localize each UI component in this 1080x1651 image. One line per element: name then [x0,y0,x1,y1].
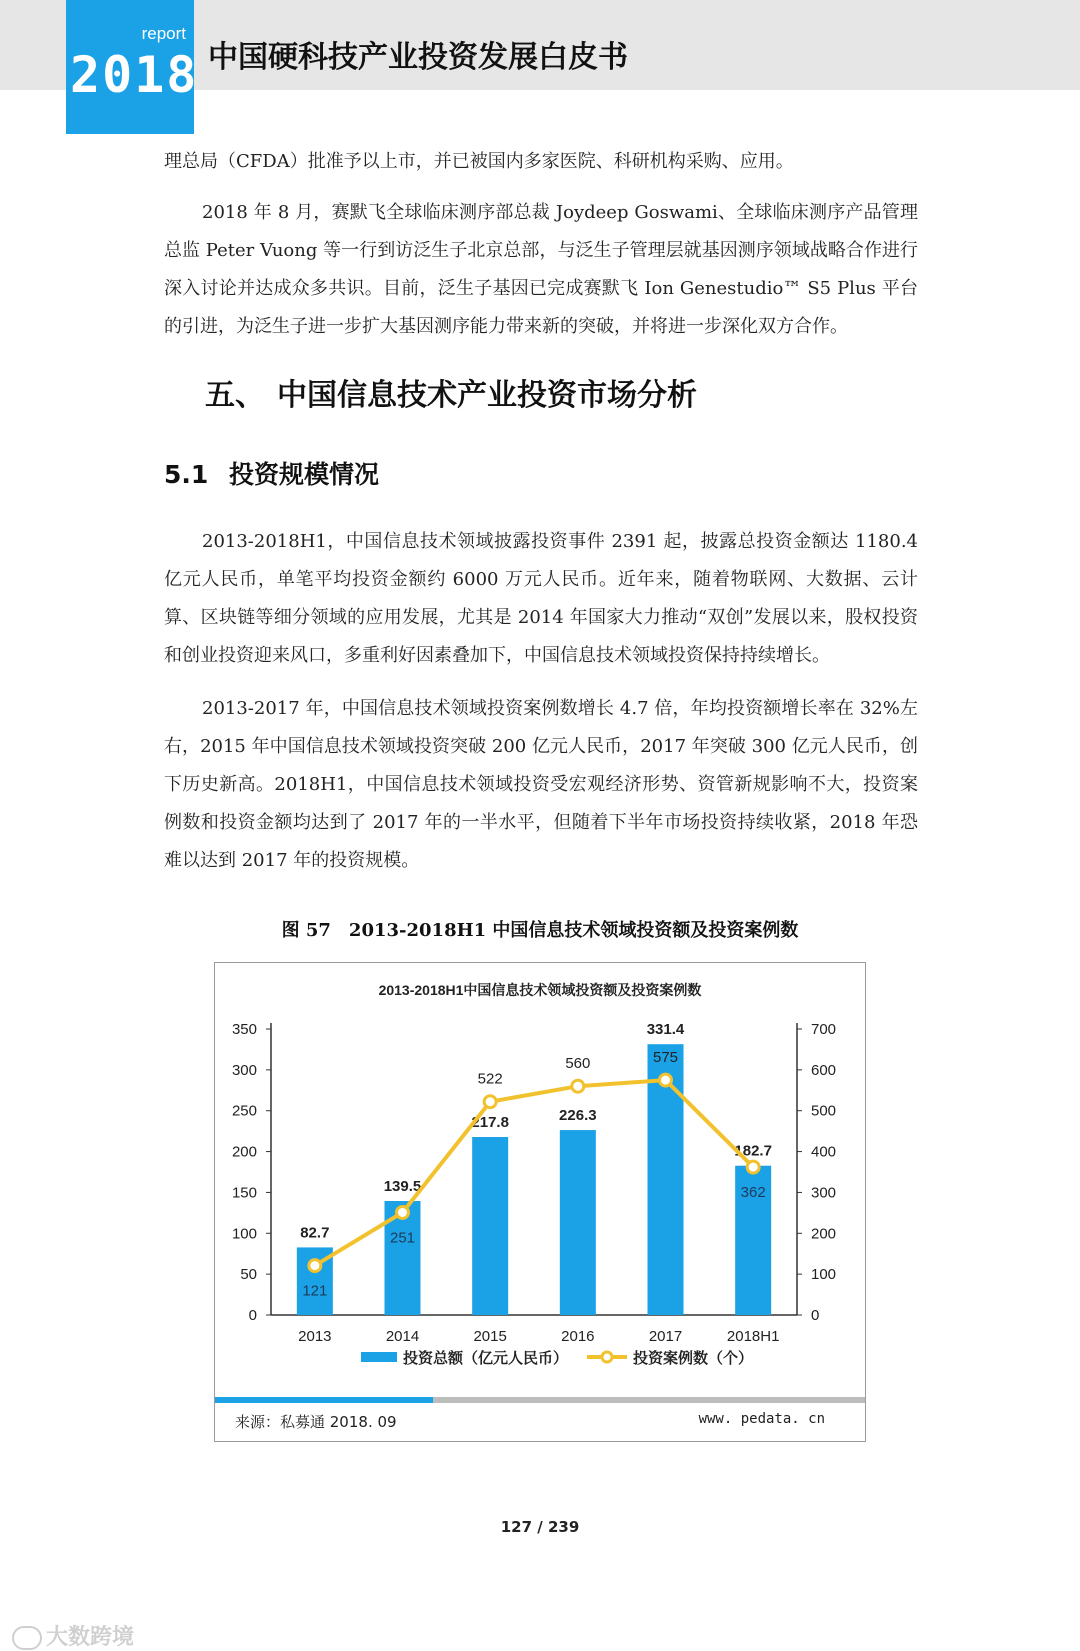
bar [472,1137,508,1315]
x-tick-label: 2018H1 [726,1328,780,1345]
line-point [747,1161,759,1173]
x-tick-label: 2017 [648,1328,683,1345]
page-number: 127 / 239 [500,1518,580,1536]
y-left-tick-label: 0 [248,1307,257,1324]
chart-container [214,962,866,1442]
chart-title: 2013-2018H1中国信息技术领域投资额及投资案例数 [378,982,702,998]
line-point [660,1074,672,1086]
paragraph-continued: 理总局（CFDA）批准予以上市，并已被国内多家医院、科研机构采购、应用。 [164,151,794,172]
logo-report-text: report [141,24,186,43]
bar [560,1130,596,1315]
y-right-tick-label: 300 [811,1184,837,1202]
bar-value-label: 82.7 [300,1224,330,1242]
subsection-heading [164,455,379,491]
y-right-tick-label: 400 [811,1143,837,1161]
chart-source-row [215,1401,865,1441]
subsection-number: 5.1 [164,460,209,489]
y-right-tick-label: 0 [811,1307,820,1324]
watermark [12,1620,134,1651]
x-tick-label: 2015 [473,1328,507,1345]
section-heading [205,370,697,414]
line-value-label: 522 [477,1070,503,1088]
line-value-label: 121 [302,1282,328,1300]
bar-value-label: 139.5 [383,1178,422,1196]
y-left-tick-label: 200 [231,1143,257,1161]
watermark-text: 大数跨境 [46,1625,135,1650]
bar-value-label: 217.8 [471,1114,509,1132]
legend-line-marker [602,1352,612,1362]
y-right-tick-label: 600 [811,1061,837,1079]
y-left-tick-label: 350 [231,1021,257,1038]
y-left-tick-label: 100 [231,1225,257,1243]
y-right-tick-label: 500 [811,1102,837,1120]
paragraph-investment-trend: 2013-2017 年，中国信息技术领域投资案例数增长 4.7 倍，年均投资额增长率在 32%左右，2015 年中国信息技术领域投资突破 200 亿元人民币，2017 年突破 300 亿元人民币，创下历史新高。2018H1，中国信息技术领域投资受宏观经济形势、资管新规影响不大，投资案例数和投资金额均达到了 2017 年的一半水平，但随着下半年市场投资持续收紧，2018 年恐难以达到 2017 年的投资规模。 [164,698,918,871]
line-value-label: 575 [652,1049,679,1067]
x-tick-label: 2016 [561,1328,595,1345]
subsection-title: 投资规模情况 [229,460,380,489]
legend-bar-swatch [361,1352,397,1362]
y-right-tick-label: 700 [811,1021,837,1038]
paragraph-thermo-cooperation: 2018 年 8 月，赛默飞全球临床测序部总裁 Joydeep Goswami、全球临床测序产品管理总监 Peter Vuong 等一行到访泛生子北京总部，与泛生子管理层就基因测序领域战略合作进行深入讨论并达成众多共识。目前，泛生子基因已完成赛默飞 Ion Genestudio™ S5 Plus 平台的引进，为泛生子进一步扩大基因测序能力带来新的突破，并将进一步深化双方合作。 [164,202,918,337]
investment-chart [215,963,865,1403]
section-number: 五、 [205,378,265,413]
line-value-label: 362 [740,1184,766,1202]
x-tick-label: 2013 [298,1328,332,1345]
watermark-logo-icon [12,1626,42,1650]
y-left-tick-label: 50 [240,1266,257,1284]
legend-line-label: 投资案例数（个） [633,1350,754,1367]
logo-year: 2018 [70,46,199,104]
legend-bar-label: 投资总额（亿元人民币） [403,1350,569,1367]
chart-website: www. pedata. cn [698,1411,825,1427]
bar-value-label: 226.3 [559,1107,597,1125]
figure-caption: 图 57 2013-2018H1 中国信息技术领域投资额及投资案例数 [281,920,799,941]
document-title: 中国硬科技产业投资发展白皮书 [208,40,628,75]
line-point [309,1260,321,1272]
x-tick-label: 2014 [385,1328,420,1345]
line-value-label: 251 [389,1229,416,1247]
section-title: 中国信息技术产业投资市场分析 [277,378,697,413]
paragraph-investment-overview: 2013-2018H1，中国信息技术领域披露投资事件 2391 起，披露总投资金额达 1180.4 亿元人民币，单笔平均投资金额约 6000 万元人民币。近年来，随着物联网、大数据、云计算、区块链等细分领域的应用发展，尤其是 2014 年国家大力推动“双创”发展以来，股权投资和创业投资迎来风口，多重利好因素叠加下，中国信息技术领域投资保持持续增长。 [164,531,918,666]
y-left-tick-label: 250 [231,1102,257,1120]
series-line [315,1080,753,1265]
report-logo [66,0,199,134]
bar-value-label: 331.4 [646,1021,685,1039]
line-point [572,1080,584,1092]
y-right-tick-label: 100 [811,1266,837,1284]
line-point [484,1096,496,1108]
line-value-label: 560 [565,1055,591,1073]
y-left-tick-label: 300 [231,1061,257,1079]
y-right-tick-label: 200 [811,1225,837,1243]
chart-source: 来源：私募通 2018. 09 [235,1413,397,1431]
line-point [397,1206,409,1218]
y-left-tick-label: 150 [231,1184,257,1202]
bar-value-label: 182.7 [734,1142,772,1160]
